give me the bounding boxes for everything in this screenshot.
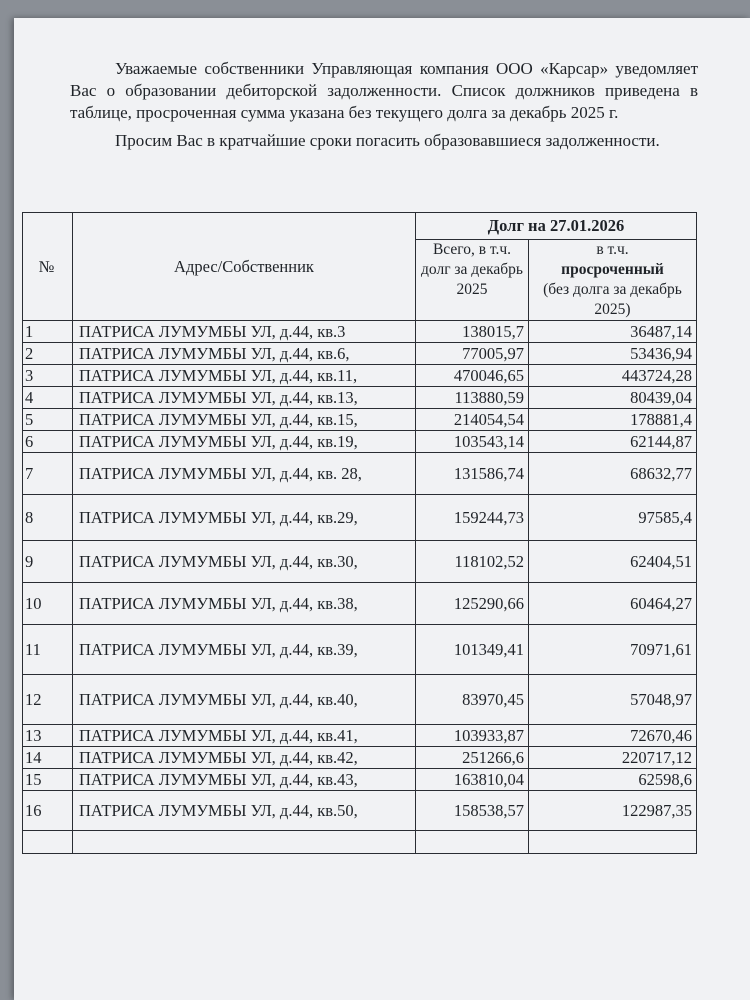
header-total: Всего, в т.ч. долг за декабрь 2025 <box>416 240 529 321</box>
row-number: 4 <box>23 387 73 409</box>
intro-paragraph-1: Уважаемые собственники Управляющая компания ООО «Карсар» уведомляет Вас о образовании дебиторской задолженности. Список должников приведена в таблице, просроченная сумма указана без текущего долга за декабрь 2025 г. <box>70 59 698 122</box>
row-address: ПАТРИСА ЛУМУМБЫ УЛ, д.44, кв.40, <box>73 675 416 725</box>
row-number: 8 <box>23 495 73 541</box>
row-number: 1 <box>23 321 73 343</box>
row-address: ПАТРИСА ЛУМУМБЫ УЛ, д.44, кв.29, <box>73 495 416 541</box>
row-address: ПАТРИСА ЛУМУМБЫ УЛ, д.44, кв. 28, <box>73 453 416 495</box>
header-overdue-line-3: (без долга за декабрь 2025) <box>543 281 682 318</box>
row-address: ПАТРИСА ЛУМУМБЫ УЛ, д.44, кв.19, <box>73 431 416 453</box>
row-total: 159244,73 <box>416 495 529 541</box>
row-overdue: 70971,61 <box>529 625 697 675</box>
debtors-table <box>22 212 697 854</box>
table-cell <box>73 831 416 854</box>
row-total: 101349,41 <box>416 625 529 675</box>
row-number: 13 <box>23 725 73 747</box>
row-address: ПАТРИСА ЛУМУМБЫ УЛ, д.44, кв.41, <box>73 725 416 747</box>
row-total: 214054,54 <box>416 409 529 431</box>
row-number: 7 <box>23 453 73 495</box>
table-row <box>23 453 697 495</box>
row-address: ПАТРИСА ЛУМУМБЫ УЛ, д.44, кв.13, <box>73 387 416 409</box>
table-cell <box>416 831 529 854</box>
table-body <box>23 321 697 831</box>
table-row <box>23 387 697 409</box>
row-overdue: 122987,35 <box>529 791 697 831</box>
row-overdue: 68632,77 <box>529 453 697 495</box>
row-overdue: 60464,27 <box>529 583 697 625</box>
row-total: 131586,74 <box>416 453 529 495</box>
row-total: 103933,87 <box>416 725 529 747</box>
row-total: 251266,6 <box>416 747 529 769</box>
row-address: ПАТРИСА ЛУМУМБЫ УЛ, д.44, кв.42, <box>73 747 416 769</box>
row-address: ПАТРИСА ЛУМУМБЫ УЛ, д.44, кв.3 <box>73 321 416 343</box>
row-total: 77005,97 <box>416 343 529 365</box>
row-address: ПАТРИСА ЛУМУМБЫ УЛ, д.44, кв.43, <box>73 769 416 791</box>
header-overdue-line-2: просроченный <box>561 261 664 278</box>
header-number: № <box>23 213 73 321</box>
table-row <box>23 495 697 541</box>
table-empty-row <box>23 831 697 854</box>
row-number: 2 <box>23 343 73 365</box>
row-number: 5 <box>23 409 73 431</box>
table-row <box>23 675 697 725</box>
table-cell <box>23 831 73 854</box>
table-cell <box>529 831 697 854</box>
row-number: 16 <box>23 791 73 831</box>
table-row <box>23 365 697 387</box>
row-number: 12 <box>23 675 73 725</box>
row-overdue: 36487,14 <box>529 321 697 343</box>
row-total: 138015,7 <box>416 321 529 343</box>
row-total: 470046,65 <box>416 365 529 387</box>
row-overdue: 178881,4 <box>529 409 697 431</box>
row-number: 9 <box>23 541 73 583</box>
table-row <box>23 409 697 431</box>
row-total: 163810,04 <box>416 769 529 791</box>
row-address: ПАТРИСА ЛУМУМБЫ УЛ, д.44, кв.30, <box>73 541 416 583</box>
row-address: ПАТРИСА ЛУМУМБЫ УЛ, д.44, кв.11, <box>73 365 416 387</box>
row-address: ПАТРИСА ЛУМУМБЫ УЛ, д.44, кв.6, <box>73 343 416 365</box>
row-overdue: 62598,6 <box>529 769 697 791</box>
row-total: 113880,59 <box>416 387 529 409</box>
row-total: 83970,45 <box>416 675 529 725</box>
header-overdue <box>529 240 697 321</box>
header-debt-date: Долг на 27.01.2026 <box>416 213 697 240</box>
row-address: ПАТРИСА ЛУМУМБЫ УЛ, д.44, кв.39, <box>73 625 416 675</box>
row-number: 11 <box>23 625 73 675</box>
row-overdue: 72670,46 <box>529 725 697 747</box>
row-address: ПАТРИСА ЛУМУМБЫ УЛ, д.44, кв.38, <box>73 583 416 625</box>
table-row <box>23 583 697 625</box>
row-number: 3 <box>23 365 73 387</box>
row-overdue: 97585,4 <box>529 495 697 541</box>
row-number: 6 <box>23 431 73 453</box>
row-address: ПАТРИСА ЛУМУМБЫ УЛ, д.44, кв.50, <box>73 791 416 831</box>
header-address: Адрес/Собственник <box>73 213 416 321</box>
intro-text <box>70 58 698 158</box>
row-total: 103543,14 <box>416 431 529 453</box>
table-row <box>23 343 697 365</box>
row-overdue: 57048,97 <box>529 675 697 725</box>
table-row <box>23 725 697 747</box>
row-number: 10 <box>23 583 73 625</box>
table-header-row-1 <box>23 213 697 240</box>
row-total: 158538,57 <box>416 791 529 831</box>
table-row <box>23 541 697 583</box>
table-row <box>23 747 697 769</box>
intro-paragraph-2: Просим Вас в кратчайшие сроки погасить образовавшиеся задолженности. <box>115 131 660 150</box>
table-row <box>23 769 697 791</box>
row-overdue: 62404,51 <box>529 541 697 583</box>
table-row <box>23 791 697 831</box>
row-total: 125290,66 <box>416 583 529 625</box>
row-address: ПАТРИСА ЛУМУМБЫ УЛ, д.44, кв.15, <box>73 409 416 431</box>
row-total: 118102,52 <box>416 541 529 583</box>
row-overdue: 80439,04 <box>529 387 697 409</box>
table-row <box>23 321 697 343</box>
table-row <box>23 625 697 675</box>
row-overdue: 220717,12 <box>529 747 697 769</box>
row-overdue: 443724,28 <box>529 365 697 387</box>
row-number: 15 <box>23 769 73 791</box>
table-row <box>23 431 697 453</box>
header-overdue-line-1: в т.ч. <box>596 241 629 258</box>
row-overdue: 53436,94 <box>529 343 697 365</box>
row-number: 14 <box>23 747 73 769</box>
row-overdue: 62144,87 <box>529 431 697 453</box>
